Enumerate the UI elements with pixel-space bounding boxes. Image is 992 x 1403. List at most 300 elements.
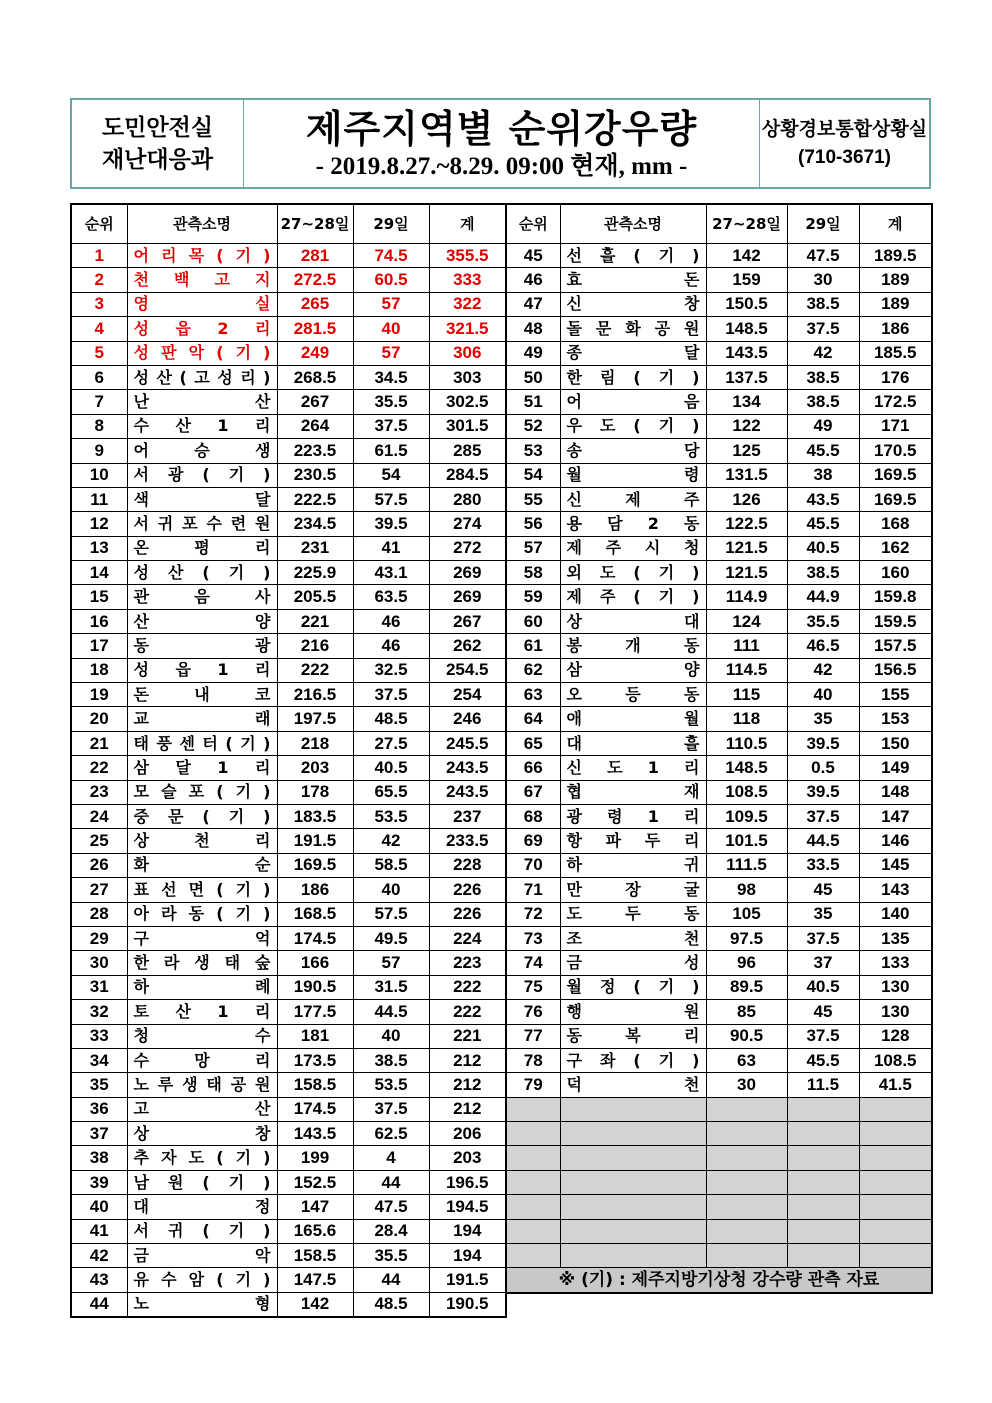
empty-cell: [560, 1219, 706, 1243]
rank-cell: 25: [71, 829, 127, 853]
division-name: 재난대응과: [101, 146, 214, 173]
empty-cell: [506, 1170, 560, 1194]
station-name: 오 등 동: [566, 684, 700, 704]
day1-rain-cell: 174.5: [277, 1097, 353, 1121]
day2-rain-cell: 74.5: [353, 244, 429, 268]
total-rain-cell: 159.8: [859, 585, 932, 609]
empty-cell: [506, 1097, 560, 1121]
station-name: 구 좌 ( 기 ): [566, 1050, 700, 1070]
station-name-cell: [127, 439, 277, 463]
rank-cell: 36: [71, 1097, 127, 1121]
station-name: 대 정: [133, 1196, 271, 1216]
day1-rain-cell: 174.5: [277, 926, 353, 950]
total-rain-cell: 147: [859, 804, 932, 828]
table-row: [71, 1146, 506, 1170]
day1-rain-cell: 121.5: [706, 536, 787, 560]
empty-cell: [506, 1244, 560, 1268]
total-rain-cell: 223: [429, 951, 506, 975]
total-rain-cell: 153: [859, 707, 932, 731]
total-rain-cell: 226: [429, 878, 506, 902]
station-name-cell: [127, 1097, 277, 1121]
rank-cell: 43: [71, 1268, 127, 1292]
total-rain-cell: 237: [429, 804, 506, 828]
day1-rain-cell: 109.5: [706, 804, 787, 828]
rank-cell: 3: [71, 292, 127, 316]
rank-cell: 34: [71, 1048, 127, 1072]
table-header-row: [71, 204, 506, 244]
table-row: [506, 804, 932, 828]
station-name-cell: [560, 1073, 706, 1097]
day2-rain-cell: 35.5: [353, 1244, 429, 1268]
station-name: 천 백 고 지: [133, 270, 271, 290]
day1-rain-cell: 231: [277, 536, 353, 560]
table-row: [71, 390, 506, 414]
rank-cell: 4: [71, 317, 127, 341]
table-row: [506, 1073, 932, 1097]
table-row: [506, 512, 932, 536]
station-name-cell: [127, 390, 277, 414]
station-name: 수 망 리: [133, 1050, 271, 1070]
table-row: [71, 658, 506, 682]
day2-rain-cell: 47.5: [353, 1195, 429, 1219]
empty-cell: [560, 1097, 706, 1121]
total-rain-cell: 172.5: [859, 390, 932, 414]
day2-rain-cell: 0.5: [787, 756, 859, 780]
day1-rain-cell: 186: [277, 878, 353, 902]
rank-cell: 77: [506, 1024, 560, 1048]
day2-rain-cell: 43.5: [787, 487, 859, 511]
day1-rain-cell: 281.5: [277, 317, 353, 341]
rank-cell: 48: [506, 317, 560, 341]
table-row: [71, 1219, 506, 1243]
day2-rain-cell: 40: [787, 683, 859, 707]
day2-rain-cell: 60.5: [353, 268, 429, 292]
col-day1: 27~28일: [277, 204, 353, 244]
total-rain-cell: 162: [859, 536, 932, 560]
empty-cell: [506, 1195, 560, 1219]
station-name: 영 실: [133, 294, 271, 314]
table-row: [71, 317, 506, 341]
empty-cell: [506, 1146, 560, 1170]
station-name-cell: [127, 292, 277, 316]
day2-rain-cell: 40: [353, 317, 429, 341]
station-name: 제 주 시 청: [566, 538, 700, 558]
table-row: [506, 829, 932, 853]
station-name: 표 선 면 ( 기 ): [133, 879, 271, 899]
station-name-cell: [560, 390, 706, 414]
total-rain-cell: 160: [859, 561, 932, 585]
rank-cell: 28: [71, 902, 127, 926]
day2-rain-cell: 47.5: [787, 244, 859, 268]
report-period: - 2019.8.27.~8.29. 09:00 현재, mm -: [315, 152, 688, 180]
day1-rain-cell: 190.5: [277, 975, 353, 999]
empty-cell: [706, 1244, 787, 1268]
day1-rain-cell: 108.5: [706, 780, 787, 804]
rank-cell: 5: [71, 341, 127, 365]
day1-rain-cell: 191.5: [277, 829, 353, 853]
day2-rain-cell: 37.5: [353, 414, 429, 438]
table-row: [71, 463, 506, 487]
day2-rain-cell: 31.5: [353, 975, 429, 999]
rank-cell: 10: [71, 463, 127, 487]
table-row: [71, 1292, 506, 1317]
day2-rain-cell: 30: [787, 268, 859, 292]
rank-cell: 46: [506, 268, 560, 292]
total-rain-cell: 301.5: [429, 414, 506, 438]
day1-rain-cell: 249: [277, 341, 353, 365]
day1-rain-cell: 272.5: [277, 268, 353, 292]
rainfall-table-left: [70, 203, 507, 1318]
day2-rain-cell: 37.5: [787, 1024, 859, 1048]
rank-cell: 31: [71, 975, 127, 999]
empty-cell: [787, 1244, 859, 1268]
station-name-cell: [127, 975, 277, 999]
station-name-cell: [127, 829, 277, 853]
day1-rain-cell: 111.5: [706, 853, 787, 877]
table-row: [71, 878, 506, 902]
station-name: 삼 달 1 리: [133, 757, 271, 777]
day2-rain-cell: 65.5: [353, 780, 429, 804]
table-row: [506, 536, 932, 560]
total-rain-cell: 190.5: [429, 1292, 506, 1317]
table-row: [71, 292, 506, 316]
station-name: 성 산 ( 기 ): [133, 562, 271, 582]
station-name-cell: [127, 561, 277, 585]
station-name-cell: [127, 756, 277, 780]
station-name: 고 산: [133, 1099, 271, 1119]
total-rain-cell: 171: [859, 414, 932, 438]
station-name: 수 산 1 리: [133, 416, 271, 436]
rank-cell: 79: [506, 1073, 560, 1097]
station-name-cell: [560, 683, 706, 707]
table-row: [506, 975, 932, 999]
day2-rain-cell: 48.5: [353, 1292, 429, 1317]
station-name: 삼 양: [566, 660, 700, 680]
day2-rain-cell: 38: [787, 463, 859, 487]
day1-rain-cell: 165.6: [277, 1219, 353, 1243]
col-day1: 27~28일: [706, 204, 787, 244]
total-rain-cell: 133: [859, 951, 932, 975]
station-name: 상 창: [133, 1123, 271, 1143]
rank-cell: 70: [506, 853, 560, 877]
station-name-cell: [127, 1268, 277, 1292]
rank-cell: 21: [71, 731, 127, 755]
table-row: [71, 756, 506, 780]
station-name: 협 재: [566, 782, 700, 802]
total-rain-cell: 306: [429, 341, 506, 365]
total-rain-cell: 212: [429, 1048, 506, 1072]
total-rain-cell: 285: [429, 439, 506, 463]
day1-rain-cell: 122: [706, 414, 787, 438]
day1-rain-cell: 143.5: [277, 1122, 353, 1146]
table-row: [506, 390, 932, 414]
table-row: [71, 951, 506, 975]
total-rain-cell: 185.5: [859, 341, 932, 365]
station-name-cell: [127, 414, 277, 438]
station-name: 서 귀 ( 기 ): [133, 1221, 271, 1241]
day1-rain-cell: 222.5: [277, 487, 353, 511]
day1-rain-cell: 216.5: [277, 683, 353, 707]
rank-cell: 52: [506, 414, 560, 438]
station-name: 광 령 1 리: [566, 806, 700, 826]
table-row: [71, 829, 506, 853]
total-rain-cell: 245.5: [429, 731, 506, 755]
station-name: 토 산 1 리: [133, 1001, 271, 1021]
empty-cell: [787, 1146, 859, 1170]
total-rain-cell: 254: [429, 683, 506, 707]
day1-rain-cell: 199: [277, 1146, 353, 1170]
station-name-cell: [560, 707, 706, 731]
total-rain-cell: 130: [859, 1000, 932, 1024]
total-rain-cell: 168: [859, 512, 932, 536]
table-row: [71, 780, 506, 804]
rank-cell: 69: [506, 829, 560, 853]
table-row: [506, 487, 932, 511]
empty-cell: [706, 1122, 787, 1146]
station-name: 어 음: [566, 392, 700, 412]
day2-rain-cell: 42: [787, 658, 859, 682]
day2-rain-cell: 40.5: [353, 756, 429, 780]
station-name: 서 광 ( 기 ): [133, 465, 271, 485]
station-name-cell: [560, 926, 706, 950]
station-name: 월 령: [566, 465, 700, 485]
total-rain-cell: 355.5: [429, 244, 506, 268]
empty-cell: [787, 1097, 859, 1121]
empty-cell: [706, 1170, 787, 1194]
station-name: 노 루 생 태 공 원: [133, 1074, 271, 1094]
table-row: [506, 878, 932, 902]
station-name: 송 당: [566, 440, 700, 460]
col-total: 계: [429, 204, 506, 244]
day2-rain-cell: 38.5: [787, 390, 859, 414]
total-rain-cell: 203: [429, 1146, 506, 1170]
total-rain-cell: 280: [429, 487, 506, 511]
day1-rain-cell: 148.5: [706, 756, 787, 780]
rank-cell: 59: [506, 585, 560, 609]
day2-rain-cell: 61.5: [353, 439, 429, 463]
station-name-cell: [127, 926, 277, 950]
station-name: 금 성: [566, 953, 700, 973]
empty-row: [506, 1219, 932, 1243]
station-name: 돈 내 코: [133, 684, 271, 704]
rank-cell: 26: [71, 853, 127, 877]
rank-cell: 32: [71, 1000, 127, 1024]
station-name-cell: [560, 731, 706, 755]
department-name: 도민안전실: [101, 114, 214, 141]
table-row: [506, 414, 932, 438]
table-row: [71, 707, 506, 731]
day1-rain-cell: 234.5: [277, 512, 353, 536]
station-name: 한 라 생 태 숲: [133, 953, 271, 973]
day1-rain-cell: 166: [277, 951, 353, 975]
table-row: [506, 292, 932, 316]
total-rain-cell: 269: [429, 561, 506, 585]
total-rain-cell: 155: [859, 683, 932, 707]
station-name-cell: [127, 268, 277, 292]
day2-rain-cell: 35: [787, 902, 859, 926]
station-name: 모 슬 포 ( 기 ): [133, 782, 271, 802]
day2-rain-cell: 54: [353, 463, 429, 487]
station-name-cell: [560, 463, 706, 487]
day2-rain-cell: 44: [353, 1268, 429, 1292]
table-row: [71, 1195, 506, 1219]
station-name-cell: [560, 756, 706, 780]
rank-cell: 38: [71, 1146, 127, 1170]
station-name-cell: [560, 439, 706, 463]
table-row: [506, 1048, 932, 1072]
total-rain-cell: 170.5: [859, 439, 932, 463]
rank-cell: 35: [71, 1073, 127, 1097]
day1-rain-cell: 173.5: [277, 1048, 353, 1072]
station-name-cell: [127, 1292, 277, 1317]
station-name: 하 례: [133, 977, 271, 997]
station-name: 신 도 1 리: [566, 757, 700, 777]
station-name: 행 원: [566, 1001, 700, 1021]
station-name-cell: [127, 780, 277, 804]
day1-rain-cell: 222: [277, 658, 353, 682]
station-name: 하 귀: [566, 855, 700, 875]
day1-rain-cell: 147: [277, 1195, 353, 1219]
station-name: 산 양: [133, 611, 271, 631]
station-name: 제 주 ( 기 ): [566, 587, 700, 607]
station-name-cell: [127, 609, 277, 633]
total-rain-cell: 157.5: [859, 634, 932, 658]
rank-cell: 44: [71, 1292, 127, 1317]
total-rain-cell: 221: [429, 1024, 506, 1048]
title-box: [244, 100, 760, 187]
rank-cell: 68: [506, 804, 560, 828]
table-row: [506, 731, 932, 755]
total-rain-cell: 146: [859, 829, 932, 853]
day1-rain-cell: 230.5: [277, 463, 353, 487]
station-name: 상 대: [566, 611, 700, 631]
station-name-cell: [127, 463, 277, 487]
station-name: 구 억: [133, 928, 271, 948]
station-name: 덕 천: [566, 1074, 700, 1094]
total-rain-cell: 148: [859, 780, 932, 804]
day1-rain-cell: 203: [277, 756, 353, 780]
total-rain-cell: 243.5: [429, 756, 506, 780]
total-rain-cell: 194.5: [429, 1195, 506, 1219]
day1-rain-cell: 101.5: [706, 829, 787, 853]
empty-row: [506, 1097, 932, 1121]
rank-cell: 40: [71, 1195, 127, 1219]
table-row: [506, 439, 932, 463]
station-name-cell: [560, 317, 706, 341]
table-row: [71, 1048, 506, 1072]
rank-cell: 49: [506, 341, 560, 365]
table-header-row: [506, 204, 932, 244]
total-rain-cell: 159.5: [859, 609, 932, 633]
station-name: 아 라 동 ( 기 ): [133, 904, 271, 924]
day1-rain-cell: 143.5: [706, 341, 787, 365]
col-total: 계: [859, 204, 932, 244]
total-rain-cell: 140: [859, 902, 932, 926]
empty-row: [506, 1146, 932, 1170]
day1-rain-cell: 169.5: [277, 853, 353, 877]
table-row: [71, 561, 506, 585]
station-name: 어 리 목 ( 기 ): [133, 245, 271, 265]
day1-rain-cell: 178: [277, 780, 353, 804]
day2-rain-cell: 38.5: [353, 1048, 429, 1072]
station-name-cell: [127, 341, 277, 365]
day1-rain-cell: 159: [706, 268, 787, 292]
station-name-cell: [560, 487, 706, 511]
total-rain-cell: 194: [429, 1244, 506, 1268]
rank-cell: 67: [506, 780, 560, 804]
total-rain-cell: 254.5: [429, 658, 506, 682]
rank-cell: 61: [506, 634, 560, 658]
day2-rain-cell: 44.9: [787, 585, 859, 609]
day2-rain-cell: 35.5: [787, 609, 859, 633]
day1-rain-cell: 105: [706, 902, 787, 926]
total-rain-cell: 169.5: [859, 463, 932, 487]
station-name-cell: [127, 1122, 277, 1146]
table-row: [71, 268, 506, 292]
day2-rain-cell: 57.5: [353, 902, 429, 926]
station-name-cell: [560, 585, 706, 609]
day1-rain-cell: 98: [706, 878, 787, 902]
day1-rain-cell: 264: [277, 414, 353, 438]
day1-rain-cell: 158.5: [277, 1244, 353, 1268]
col-day2: 29일: [787, 204, 859, 244]
empty-cell: [706, 1097, 787, 1121]
table-row: [71, 487, 506, 511]
station-name: 성 읍 2 리: [133, 318, 271, 338]
total-rain-cell: 176: [859, 365, 932, 389]
day2-rain-cell: 49: [787, 414, 859, 438]
day1-rain-cell: 197.5: [277, 707, 353, 731]
day1-rain-cell: 96: [706, 951, 787, 975]
table-row: [506, 1024, 932, 1048]
station-name-cell: [127, 878, 277, 902]
table-row: [506, 780, 932, 804]
total-rain-cell: 226: [429, 902, 506, 926]
station-name: 교 래: [133, 709, 271, 729]
table-row: [71, 341, 506, 365]
day1-rain-cell: 118: [706, 707, 787, 731]
empty-row: [506, 1122, 932, 1146]
table-row: [506, 951, 932, 975]
empty-cell: [706, 1219, 787, 1243]
department-box: [72, 100, 244, 187]
table-row: [71, 1097, 506, 1121]
day2-rain-cell: 38.5: [787, 561, 859, 585]
total-rain-cell: 246: [429, 707, 506, 731]
station-name: 청 수: [133, 1026, 271, 1046]
rank-cell: 17: [71, 634, 127, 658]
day2-rain-cell: 45.5: [787, 1048, 859, 1072]
day1-rain-cell: 147.5: [277, 1268, 353, 1292]
station-name: 남 원 ( 기 ): [133, 1172, 271, 1192]
station-name: 서 귀 포 수 련 원: [133, 513, 271, 533]
col-station: 관측소명: [127, 204, 277, 244]
empty-cell: [859, 1146, 932, 1170]
day2-rain-cell: 34.5: [353, 365, 429, 389]
station-name: 난 산: [133, 392, 271, 412]
empty-row: [506, 1244, 932, 1268]
station-name: 온 평 리: [133, 538, 271, 558]
day2-rain-cell: 45: [787, 878, 859, 902]
rank-cell: 22: [71, 756, 127, 780]
station-name: 노 형: [133, 1294, 271, 1314]
station-name-cell: [127, 1170, 277, 1194]
day1-rain-cell: 268.5: [277, 365, 353, 389]
rank-cell: 58: [506, 561, 560, 585]
station-name-cell: [127, 951, 277, 975]
day1-rain-cell: 267: [277, 390, 353, 414]
table-row: [71, 365, 506, 389]
